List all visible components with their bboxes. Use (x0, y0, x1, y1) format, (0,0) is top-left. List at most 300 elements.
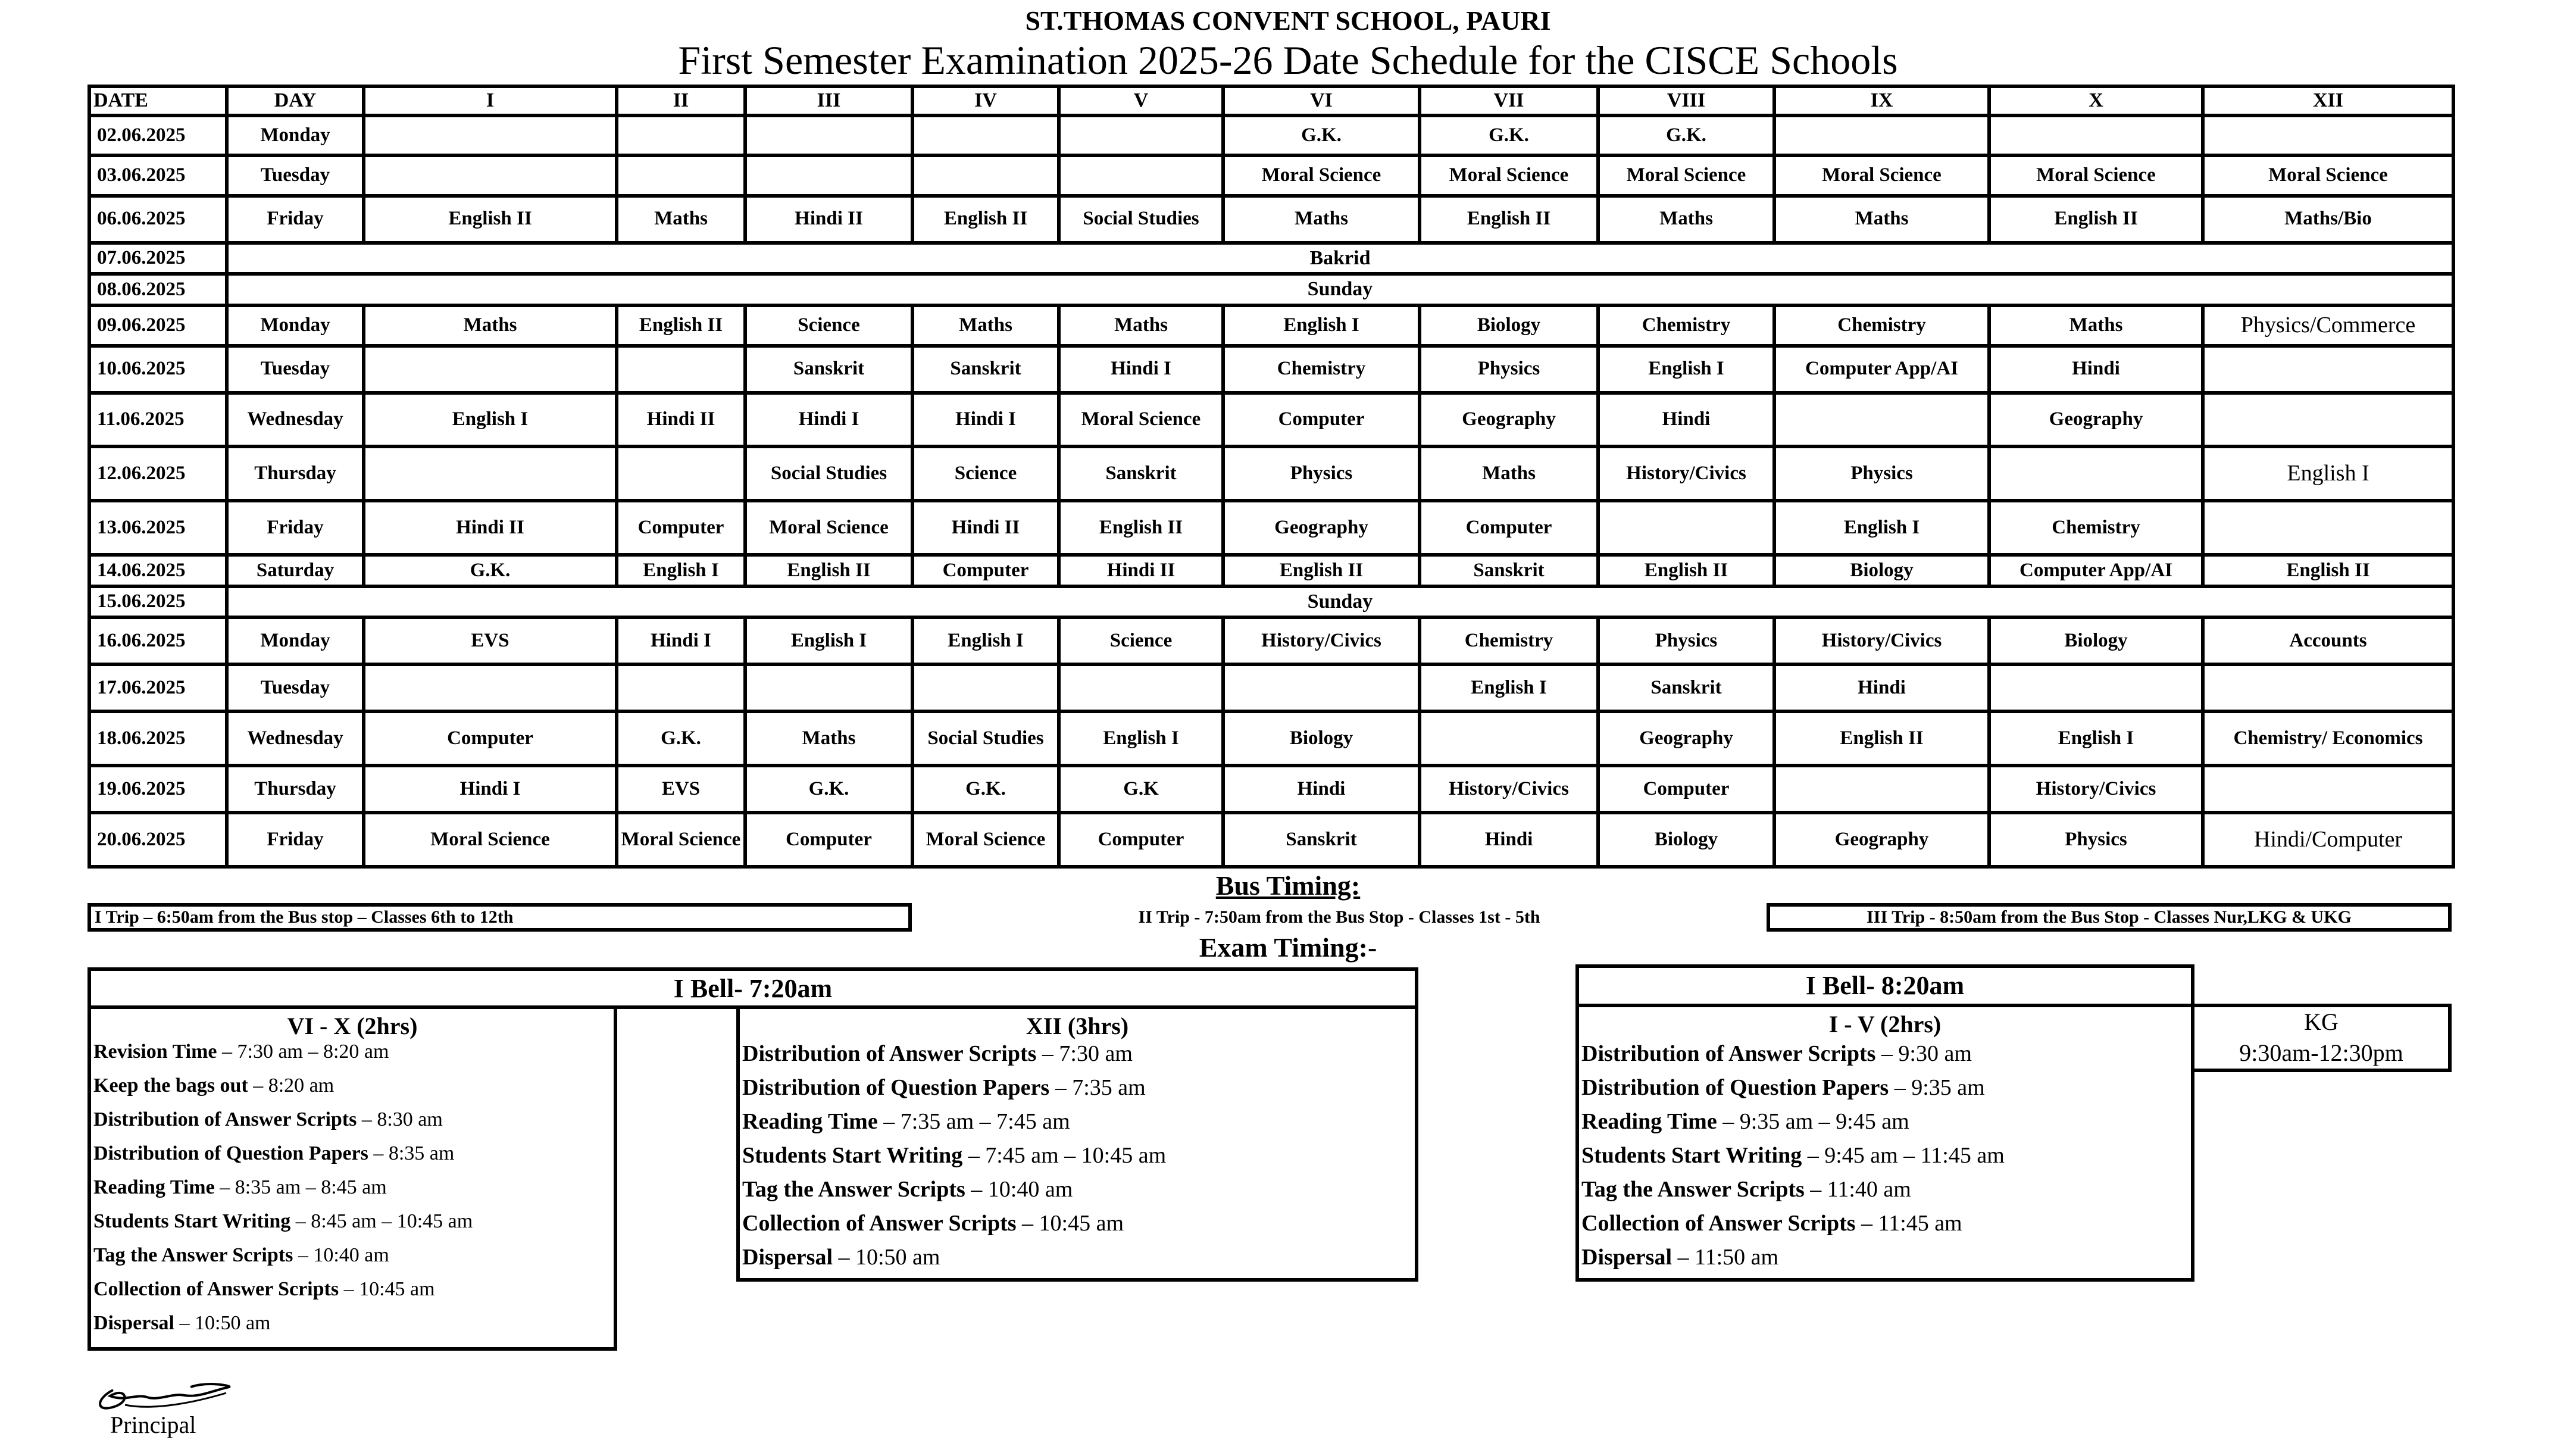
table-row (89, 586, 2453, 618)
subject-cell: English II (912, 196, 1059, 243)
subject-cell: Sanskrit (1420, 555, 1598, 586)
table-row (89, 555, 2453, 586)
timing-label: Tag the Answer Scripts (742, 1177, 965, 1202)
table-row (89, 305, 2453, 346)
timing-label: Revision Time (93, 1041, 217, 1063)
timing-value: – 10:50 am (174, 1312, 271, 1334)
timing-line (1581, 1041, 1972, 1067)
column-header-day: DAY (227, 86, 364, 115)
subject-cell: English II (745, 555, 912, 586)
subject-cell (1598, 501, 1774, 555)
subject-cell: G.K. (745, 766, 912, 813)
date-cell: 17.06.2025 (89, 664, 227, 711)
day-cell: Saturday (227, 555, 364, 586)
timing-value: – 11:40 am (1804, 1177, 1911, 1202)
timing-value: – 9:30 am (1875, 1041, 1972, 1066)
timing-value: – 8:45 am – 10:45 am (290, 1210, 473, 1232)
subject-cell (745, 664, 912, 711)
timing-label: Dispersal (1581, 1245, 1672, 1270)
subject-cell: Moral Science (1774, 155, 1989, 196)
date-cell: 15.06.2025 (89, 586, 227, 618)
timing-value: – 8:20 am (248, 1074, 334, 1097)
subject-cell (1223, 664, 1420, 711)
subject-cell (364, 446, 617, 501)
subject-cell (617, 155, 745, 196)
timing-line (93, 1041, 389, 1063)
date-cell: 16.06.2025 (89, 617, 227, 664)
subject-cell: History/Civics (1598, 446, 1774, 501)
subject-cell (1989, 446, 2203, 501)
timing-value: – 9:45 am – 11:45 am (1802, 1143, 2005, 1168)
subject-cell: Physics (1774, 446, 1989, 501)
vi-x-heading: VI - X (2hrs) (287, 1013, 418, 1039)
subject-cell: Computer App/AI (1774, 346, 1989, 393)
subject-cell: History/Civics (1774, 617, 1989, 664)
subject-cell: EVS (617, 766, 745, 813)
day-cell: Tuesday (227, 664, 364, 711)
subject-cell: Moral Science (1989, 155, 2203, 196)
date-cell: 12.06.2025 (89, 446, 227, 501)
subject-cell: G.K. (1223, 115, 1420, 156)
timing-line (93, 1278, 435, 1301)
timing-line (742, 1142, 1166, 1169)
day-cell: Wednesday (227, 393, 364, 447)
table-row (89, 664, 2453, 711)
subject-cell: Hindi II (912, 501, 1059, 555)
document-title: First Semester Examination 2025-26 Date Schedule for the CISCE Schools (678, 38, 1898, 83)
table-row (89, 766, 2453, 813)
timing-label: Dispersal (742, 1245, 833, 1270)
table-row (89, 446, 2453, 501)
subject-cell: Geography (1598, 711, 1774, 766)
subject-cell: Physics (1989, 813, 2203, 867)
timing-line (93, 1176, 387, 1199)
subject-cell: Social Studies (745, 446, 912, 501)
column-header-xii: XII (2203, 86, 2453, 115)
subject-cell: History/Civics (1223, 617, 1420, 664)
exam-timing-title: Exam Timing:- (1199, 932, 1377, 963)
subject-cell: G.K (1059, 766, 1223, 813)
day-cell: Monday (227, 617, 364, 664)
subject-cell: English I (364, 393, 617, 447)
subject-cell: English I (1223, 305, 1420, 346)
subject-cell: Moral Science (1223, 155, 1420, 196)
column-header-vii: VII (1420, 86, 1598, 115)
subject-cell: English I (1059, 711, 1223, 766)
subject-cell: Hindi II (364, 501, 617, 555)
subject-cell: Maths (1774, 196, 1989, 243)
subject-cell: Physics/Commerce (2203, 305, 2453, 346)
bus-timing-title: Bus Timing: (1215, 870, 1361, 901)
exam-schedule-table (87, 85, 2455, 869)
subject-cell: Moral Science (2203, 155, 2453, 196)
date-cell: 02.06.2025 (89, 115, 227, 156)
timing-label: Distribution of Question Papers (1581, 1075, 1889, 1100)
subject-cell: Physics (1598, 617, 1774, 664)
subject-cell (2203, 664, 2453, 711)
subject-cell: Sanskrit (912, 346, 1059, 393)
principal-signature (89, 1369, 244, 1417)
date-cell: 20.06.2025 (89, 813, 227, 867)
subject-cell: Computer (745, 813, 912, 867)
timing-value: – 7:30 am – 8:20 am (217, 1041, 389, 1063)
timing-line (1581, 1074, 1985, 1101)
subject-cell: Moral Science (617, 813, 745, 867)
timing-label: Collection of Answer Scripts (93, 1278, 339, 1300)
subject-cell: Maths (912, 305, 1059, 346)
date-cell: 03.06.2025 (89, 155, 227, 196)
timing-label: Distribution of Question Papers (93, 1142, 368, 1164)
timing-value: – 10:45 am (339, 1278, 435, 1300)
timing-value: – 10:40 am (293, 1244, 389, 1266)
subject-cell: English II (1420, 196, 1598, 243)
subject-cell (2203, 501, 2453, 555)
timing-line (93, 1108, 443, 1131)
timing-label: Distribution of Answer Scripts (742, 1041, 1037, 1066)
subject-cell: Accounts (2203, 617, 2453, 664)
timing-line (93, 1074, 334, 1097)
timing-line (1581, 1210, 1962, 1236)
subject-cell (1774, 766, 1989, 813)
subject-cell: English II (2203, 555, 2453, 586)
subject-cell: Hindi I (1059, 346, 1223, 393)
timing-value: – 9:35 am – 9:45 am (1717, 1109, 1909, 1134)
table-header-row (89, 86, 2453, 115)
subject-cell: English I (617, 555, 745, 586)
table-row (89, 711, 2453, 766)
timing-value: – 8:35 am – 8:45 am (214, 1176, 387, 1198)
timing-line (1581, 1244, 1778, 1270)
subject-cell: Chemistry (1598, 305, 1774, 346)
timing-line (742, 1041, 1133, 1067)
column-header-ix: IX (1774, 86, 1989, 115)
subject-cell: English II (364, 196, 617, 243)
timing-value: – 11:45 am (1855, 1211, 1962, 1236)
subject-cell: Hindi II (1059, 555, 1223, 586)
kg-time: 9:30am-12:30pm (2239, 1039, 2403, 1066)
subject-cell: Maths (617, 196, 745, 243)
subject-cell: Hindi (1989, 346, 2203, 393)
subject-cell: English I (2203, 446, 2453, 501)
subject-cell: Computer (912, 555, 1059, 586)
subject-cell: Maths/Bio (2203, 196, 2453, 243)
subject-cell: English I (745, 617, 912, 664)
date-cell: 19.06.2025 (89, 766, 227, 813)
timing-label: Reading Time (93, 1176, 215, 1198)
day-cell: Thursday (227, 766, 364, 813)
timing-line (93, 1312, 270, 1335)
date-cell: 14.06.2025 (89, 555, 227, 586)
subject-cell (617, 115, 745, 156)
subject-cell: Chemistry (1223, 346, 1420, 393)
column-header-x: X (1989, 86, 2203, 115)
subject-cell: Maths (745, 711, 912, 766)
subject-cell: Computer (1598, 766, 1774, 813)
subject-cell: G.K. (912, 766, 1059, 813)
timing-value: – 9:35 am (1889, 1075, 1985, 1100)
subject-cell: Computer (1223, 393, 1420, 447)
day-cell: Friday (227, 501, 364, 555)
timing-label: Reading Time (742, 1109, 878, 1134)
subject-cell: Science (1059, 617, 1223, 664)
column-header-vi: VI (1223, 86, 1420, 115)
subject-cell: G.K. (364, 555, 617, 586)
subject-cell: Social Studies (912, 711, 1059, 766)
subject-cell (1059, 115, 1223, 156)
table-row (89, 274, 2453, 305)
subject-cell: English II (1059, 501, 1223, 555)
table-row (89, 346, 2453, 393)
table-row (89, 393, 2453, 447)
subject-cell: Hindi (1223, 766, 1420, 813)
timing-line (742, 1074, 1146, 1101)
subject-cell: English I (1989, 711, 2203, 766)
subject-cell (1420, 711, 1598, 766)
subject-cell (617, 446, 745, 501)
subject-cell: Biology (1223, 711, 1420, 766)
timing-line (742, 1210, 1124, 1236)
subject-cell: Moral Science (1420, 155, 1598, 196)
subject-cell: Computer App/AI (1989, 555, 2203, 586)
date-cell: 10.06.2025 (89, 346, 227, 393)
subject-cell: Maths (1598, 196, 1774, 243)
holiday-cell: Sunday (227, 586, 2453, 618)
bell-1-label: I Bell- 7:20am (673, 974, 833, 1003)
timing-label: Collection of Answer Scripts (742, 1211, 1017, 1236)
timing-value: – 7:45 am – 10:45 am (962, 1143, 1167, 1168)
xii-heading: XII (3hrs) (1026, 1013, 1129, 1039)
subject-cell: English I (1774, 501, 1989, 555)
date-cell: 07.06.2025 (89, 243, 227, 274)
timing-value: – 7:35 am – 7:45 am (877, 1109, 1070, 1134)
timing-value: – 10:40 am (965, 1177, 1073, 1202)
subject-cell: Hindi (1420, 813, 1598, 867)
column-header-date: DATE (89, 86, 227, 115)
subject-cell: Hindi II (617, 393, 745, 447)
date-cell: 06.06.2025 (89, 196, 227, 243)
timing-line (1581, 1142, 2005, 1169)
subject-cell (912, 115, 1059, 156)
subject-cell (745, 155, 912, 196)
holiday-cell: Bakrid (227, 243, 2453, 274)
subject-cell: EVS (364, 617, 617, 664)
subject-cell: Geography (1420, 393, 1598, 447)
subject-cell: Social Studies (1059, 196, 1223, 243)
timing-line (93, 1244, 389, 1267)
day-cell: Wednesday (227, 711, 364, 766)
column-header-ii: II (617, 86, 745, 115)
table-row (89, 115, 2453, 156)
timing-label: Distribution of Answer Scripts (1581, 1041, 1876, 1066)
subject-cell (1059, 155, 1223, 196)
subject-cell: Physics (1223, 446, 1420, 501)
subject-cell: Biology (1598, 813, 1774, 867)
day-cell: Monday (227, 115, 364, 156)
subject-cell: English II (1989, 196, 2203, 243)
table-row (89, 813, 2453, 867)
timing-value: – 8:30 am (357, 1108, 443, 1130)
subject-cell: Moral Science (1059, 393, 1223, 447)
subject-cell (745, 115, 912, 156)
subject-cell: English II (1598, 555, 1774, 586)
column-header-i: I (364, 86, 617, 115)
subject-cell: Moral Science (912, 813, 1059, 867)
timing-line (93, 1142, 454, 1165)
date-cell: 08.06.2025 (89, 274, 227, 305)
bus-trip-3: III Trip - 8:50am from the Bus Stop - Classes Nur,LKG & UKG (1767, 903, 2452, 932)
timing-label: Dispersal (93, 1312, 174, 1334)
subject-cell: Science (912, 446, 1059, 501)
subject-cell (364, 155, 617, 196)
timing-value: – 7:35 am (1049, 1075, 1146, 1100)
subject-cell: G.K. (1420, 115, 1598, 156)
subject-cell: Chemistry (1420, 617, 1598, 664)
day-cell: Thursday (227, 446, 364, 501)
subject-cell: History/Civics (1989, 766, 2203, 813)
timing-value: – 10:45 am (1016, 1211, 1124, 1236)
subject-cell (1989, 115, 2203, 156)
subject-cell: G.K. (617, 711, 745, 766)
timing-value: – 11:50 am (1672, 1245, 1779, 1270)
bus-trip-1: I Trip – 6:50am from the Bus stop – Classes 6th to 12th (87, 903, 912, 932)
timing-label: Keep the bags out (93, 1074, 248, 1097)
timing-label: Students Start Writing (93, 1210, 291, 1232)
subject-cell (364, 115, 617, 156)
school-name: ST.THOMAS CONVENT SCHOOL, PAURI (1025, 5, 1551, 36)
table-row (89, 196, 2453, 243)
subject-cell: Physics (1420, 346, 1598, 393)
timing-value: – 10:50 am (833, 1245, 940, 1270)
timing-line (742, 1176, 1073, 1202)
column-header-v: V (1059, 86, 1223, 115)
subject-cell: Moral Science (745, 501, 912, 555)
timing-line (1581, 1108, 1909, 1135)
subject-cell: Science (745, 305, 912, 346)
subject-cell: Maths (1059, 305, 1223, 346)
subject-cell: English II (1223, 555, 1420, 586)
subject-cell (1774, 115, 1989, 156)
subject-cell: Biology (1989, 617, 2203, 664)
subject-cell: Sanskrit (1223, 813, 1420, 867)
subject-cell: Hindi (1774, 664, 1989, 711)
subject-cell: Biology (1420, 305, 1598, 346)
subject-cell (617, 346, 745, 393)
subject-cell: Hindi I (912, 393, 1059, 447)
subject-cell: Maths (364, 305, 617, 346)
timing-value: – 8:35 am (368, 1142, 455, 1164)
column-header-iv: IV (912, 86, 1059, 115)
timing-label: Distribution of Question Papers (742, 1075, 1050, 1100)
date-cell: 09.06.2025 (89, 305, 227, 346)
subject-cell: English II (1774, 711, 1989, 766)
subject-cell: Sanskrit (745, 346, 912, 393)
subject-cell (2203, 346, 2453, 393)
subject-cell: English II (617, 305, 745, 346)
subject-cell: English I (1420, 664, 1598, 711)
subject-cell: Moral Science (364, 813, 617, 867)
subject-cell: Geography (1223, 501, 1420, 555)
subject-cell: Maths (1223, 196, 1420, 243)
subject-cell (364, 664, 617, 711)
subject-cell: Hindi I (617, 617, 745, 664)
subject-cell: Hindi I (364, 766, 617, 813)
date-cell: 13.06.2025 (89, 501, 227, 555)
subject-cell: Hindi II (745, 196, 912, 243)
subject-cell: English I (912, 617, 1059, 664)
date-cell: 11.06.2025 (89, 393, 227, 447)
subject-cell (2203, 115, 2453, 156)
subject-cell: Computer (1059, 813, 1223, 867)
timing-line (93, 1210, 473, 1233)
subject-cell (912, 155, 1059, 196)
table-row (89, 617, 2453, 664)
day-cell: Friday (227, 196, 364, 243)
timing-label: Tag the Answer Scripts (93, 1244, 293, 1266)
subject-cell: Maths (1420, 446, 1598, 501)
subject-cell (1989, 664, 2203, 711)
subject-cell: Computer (364, 711, 617, 766)
day-cell: Tuesday (227, 155, 364, 196)
subject-cell (364, 346, 617, 393)
timing-value: – 7:30 am (1036, 1041, 1133, 1066)
timing-line (742, 1244, 940, 1270)
day-cell: Tuesday (227, 346, 364, 393)
subject-cell: Computer (1420, 501, 1598, 555)
subject-cell: Biology (1774, 555, 1989, 586)
holiday-cell: Sunday (227, 274, 2453, 305)
subject-cell (1059, 664, 1223, 711)
bell-2-label: I Bell- 8:20am (1805, 971, 1965, 1000)
subject-cell: Sanskrit (1059, 446, 1223, 501)
timing-label: Tag the Answer Scripts (1581, 1177, 1805, 1202)
subject-cell (1774, 393, 1989, 447)
subject-cell: Computer (617, 501, 745, 555)
kg-heading: KG (2304, 1008, 2339, 1035)
subject-cell (2203, 393, 2453, 447)
timing-label: Distribution of Answer Scripts (93, 1108, 357, 1130)
subject-cell: Maths (1989, 305, 2203, 346)
subject-cell: Geography (1774, 813, 1989, 867)
subject-cell: History/Civics (1420, 766, 1598, 813)
table-row (89, 155, 2453, 196)
subject-cell: Hindi I (745, 393, 912, 447)
timing-label: Students Start Writing (1581, 1143, 1802, 1168)
timing-line (1581, 1176, 1911, 1202)
bus-trip-2: II Trip - 7:50am from the Bus Stop - Classes 1st - 5th (1138, 907, 1540, 927)
timing-label: Reading Time (1581, 1109, 1717, 1134)
subject-cell (912, 664, 1059, 711)
column-header-iii: III (745, 86, 912, 115)
subject-cell (617, 664, 745, 711)
subject-cell: Chemistry/ Economics (2203, 711, 2453, 766)
day-cell: Monday (227, 305, 364, 346)
subject-cell (2203, 766, 2453, 813)
date-cell: 18.06.2025 (89, 711, 227, 766)
i-v-heading: I - V (2hrs) (1828, 1011, 1942, 1038)
subject-cell: Chemistry (1774, 305, 1989, 346)
table-row (89, 243, 2453, 274)
day-cell: Friday (227, 813, 364, 867)
subject-cell: English I (1598, 346, 1774, 393)
timing-line (742, 1108, 1070, 1135)
timing-label: Collection of Answer Scripts (1581, 1211, 1856, 1236)
column-header-viii: VIII (1598, 86, 1774, 115)
principal-label: Principal (110, 1411, 196, 1438)
timing-label: Students Start Writing (742, 1143, 963, 1168)
table-row (89, 501, 2453, 555)
subject-cell: Hindi (1598, 393, 1774, 447)
subject-cell: Hindi/Computer (2203, 813, 2453, 867)
